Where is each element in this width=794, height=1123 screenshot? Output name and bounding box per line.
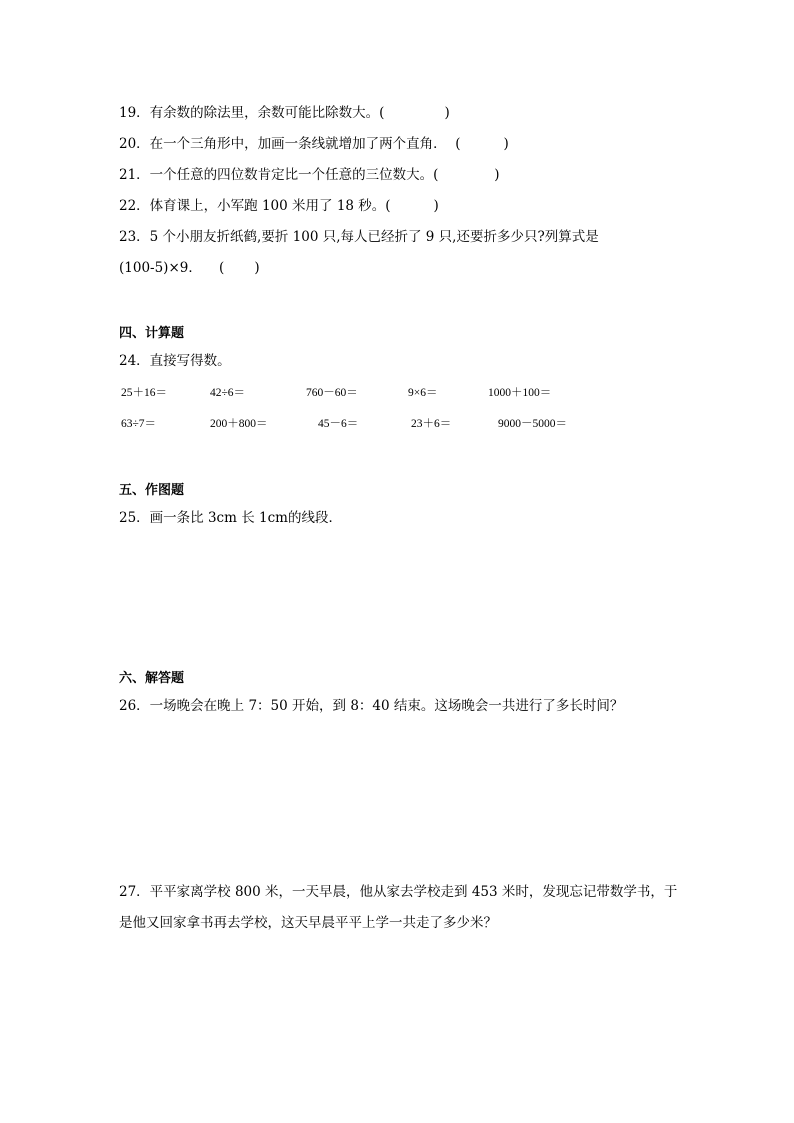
section-6-title: 六、解答题 (119, 671, 185, 686)
calc-item: 63÷7＝ (121, 418, 157, 430)
calc-item: 200＋800＝ (210, 418, 268, 430)
calc-item: 9×6＝ (408, 387, 438, 399)
question-23-line1: 23．5 个小朋友折纸鹤,要折 100 只,每人已经折了 9 只,还要折多少只?列算式是 (119, 229, 599, 245)
question-20: 20．在一个三角形中，加画一条线就增加了两个直角． ( ) (119, 136, 509, 152)
question-27-line2: 是他又回家拿书再去学校，这天早晨平平上学一共走了多少米？ (119, 915, 497, 931)
calc-item: 45－6＝ (318, 418, 359, 430)
question-25: 25．画一条比 3cm 长 1cm的线段． (119, 510, 342, 526)
question-26: 26．一场晚会在晚上 7：50 开始，到 8：40 结束。这场晚会一共进行了多长时间？ (119, 698, 624, 714)
section-4-title: 四、计算题 (119, 326, 185, 341)
calc-item: 9000－5000＝ (498, 418, 567, 430)
question-19: 19．有余数的除法里，余数可能比除数大。( ) (119, 105, 450, 121)
question-27-line1: 27．平平家离学校 800 米，一天早晨，他从家去学校走到 453 米时，发现忘记带数学书，于 (119, 884, 678, 900)
section-5-title: 五、作图题 (119, 483, 185, 498)
calc-item: 760－60＝ (306, 387, 358, 399)
question-23-line2: (100-5)×9． ( ) (119, 260, 260, 276)
question-21: 21．一个任意的四位数肯定比一个任意的三位数大。( ) (119, 167, 500, 183)
question-22: 22．体育课上，小军跑 100 米用了 18 秒。( ) (119, 198, 439, 214)
calc-item: 1000＋100＝ (488, 387, 552, 399)
calc-item: 23＋6＝ (411, 418, 452, 430)
question-24: 24．直接写得数。 (119, 353, 231, 369)
calc-item: 25＋16＝ (121, 387, 167, 399)
calc-item: 42÷6＝ (210, 387, 246, 399)
